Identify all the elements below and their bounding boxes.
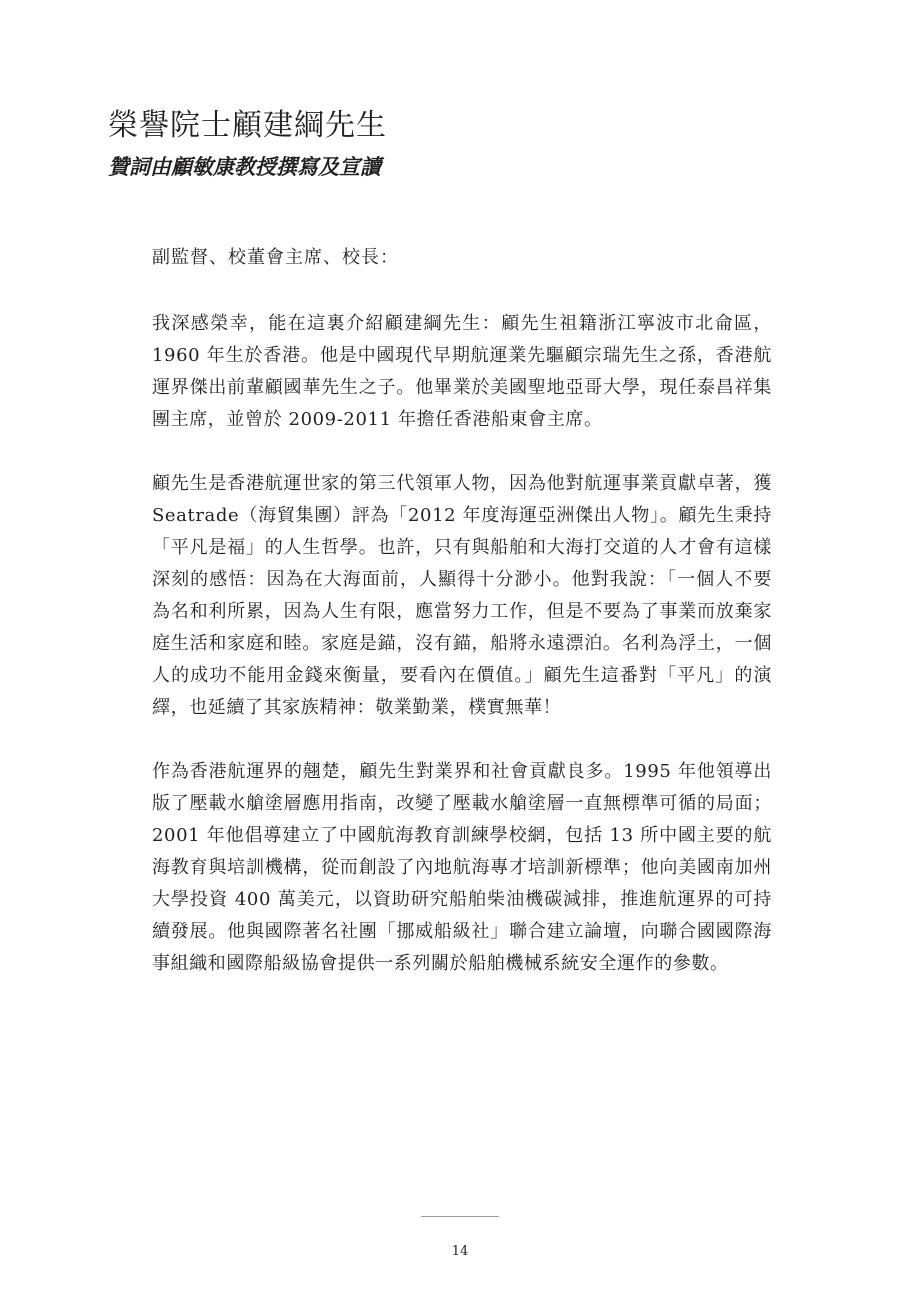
page-subtitle: 贊詞由顧敏康教授撰寫及宣讀 [108,154,381,179]
page-number: 14 [451,1244,469,1259]
paragraph-2: 顧先生是香港航運世家的第三代領軍人物，因為他對航運事業貢獻卓著，獲 Seatrade（海貿集團）評為「2012 年度海運亞洲傑出人物」。顧先生秉持「平凡是福」的人生哲學。也許，只有與船舶和大海打交道的人才會有這樣深刻的感悟：因為在大海面前，人顯得十分渺小。他對我說：「一個人不要為名和利所累，因為人生有限，應當努力工作，但是不要為了事業而放棄家庭生活和家庭和睦。家庭是錨，沒有錨，船將永遠漂泊。名利為浮土，一個人的成功不能用金錢來衡量，要看內在價值。」顧先生這番對「平凡」的演繹，也延續了其家族精神：敬業勤業，樸實無華！ [152,473,772,718]
salutation: 副監督、校董會主席、校長： [152,247,399,268]
footer-divider [421,1216,499,1217]
citation-body [152,242,772,1012]
paragraph-3: 作為香港航運界的翹楚，顧先生對業界和社會貢獻良多。1995 年他領導出版了壓載水艙塗層應用指南，改變了壓載水艙塗層一直無標準可循的局面；2001 年他倡導建立了中國航海教育訓練學校網，包括 13 所中國主要的航海教育與培訓機構，從而創設了內地航海專才培訓新標準；他向美國南加州大學投資 400 萬美元，以資助研究船舶柴油機碳減排，推進航運界的可持續發展。他與國際著名社團「挪威船級社」聯合建立論壇，向聯合國國際海事組織和國際船級協會提供一系列關於船舶機械系統安全運作的參數。 [152,761,772,974]
page-title: 榮譽院士顧建綱先生 [108,108,387,143]
paragraph-1: 我深感榮幸，能在這裏介紹顧建綱先生：顧先生祖籍浙江寧波市北侖區，1960 年生於香港。他是中國現代早期航運業先驅顧宗瑞先生之孫，香港航運界傑出前輩顧國華先生之子。他畢業於美國聖地亞哥大學，現任泰昌祥集團主席，並曾於 2009-2011 年擔任香港船東會主席。 [152,313,772,430]
